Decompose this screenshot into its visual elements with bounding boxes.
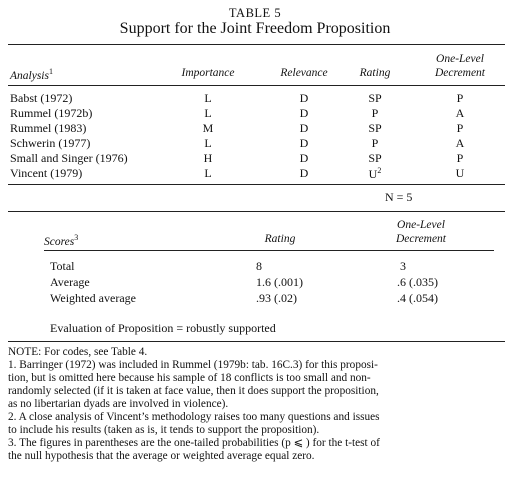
score-decrement: .6 (.035) [397, 275, 438, 289]
score-rating: 8 [256, 259, 262, 273]
row-decrement: P [456, 91, 464, 105]
row-rating: SP [368, 121, 382, 135]
row-analysis: Schwerin (1977) [10, 136, 91, 150]
col-decrement-header-line1: One-Level [436, 53, 484, 65]
row-importance: L [204, 106, 212, 120]
row-importance: L [204, 136, 212, 150]
top-rule [8, 44, 505, 45]
row-importance: H [203, 151, 213, 165]
scores-rating-header: Rating [264, 233, 296, 245]
row-analysis: Small and Singer (1976) [10, 151, 128, 165]
row-decrement: P [456, 121, 464, 135]
scores-top-rule [8, 211, 505, 212]
bottom-rule [8, 341, 505, 342]
col-importance-header: Importance [181, 67, 235, 79]
row-rating: SP [368, 151, 382, 165]
score-label: Weighted average [50, 291, 136, 305]
row-rating: P [371, 106, 379, 120]
col-rating-header: Rating [359, 67, 391, 79]
note-codes: NOTE: For codes, see Table 4. [8, 346, 148, 358]
score-decrement: 3 [400, 259, 406, 273]
row-relevance: D [299, 106, 309, 120]
row-rating: P [371, 136, 379, 150]
footnote-1: randomly selected (if it is taken at face value, then it does support the proposition, [8, 385, 379, 397]
footnote-2: 2. A close analysis of Vincent’s methodology raises too many questions and issues [8, 411, 380, 423]
table-title: Support for the Joint Freedom Proposition [119, 20, 391, 37]
row-analysis: Rummel (1983) [10, 121, 87, 135]
scores-header: Scores$^3$ [44, 233, 79, 248]
footnote-1: 1. Barringer (1972) was included in Rummel (1979b: tab. 16C.3) for this proposi- [8, 359, 378, 371]
score-rating: .93 (.02) [256, 291, 297, 305]
n-label: N = 5 [385, 190, 413, 204]
row-decrement: A [455, 106, 465, 120]
scores-decrement-header-line1: One-Level [397, 219, 445, 231]
row-decrement: U [455, 166, 465, 180]
row-decrement: P [456, 151, 464, 165]
col-decrement-header-line2: Decrement [434, 67, 486, 79]
footnote-3: the null hypothesis that the average or weighted average equal zero. [8, 450, 315, 462]
row-relevance: D [299, 121, 309, 135]
row-relevance: D [299, 91, 309, 105]
table-label: TABLE 5 [228, 6, 282, 20]
evaluation-line: Evaluation of Proposition = robustly supported [50, 321, 276, 335]
row-relevance: D [299, 136, 309, 150]
row-importance: L [204, 166, 212, 180]
row-rating: $U^2$ [368, 166, 382, 181]
score-decrement: .4 (.054) [397, 291, 438, 305]
row-analysis: Rummel (1972b) [10, 106, 93, 120]
score-label: Total [50, 259, 75, 273]
footnote-1: as no libertarian dyads are involved in violence). [8, 398, 229, 410]
footnote-1: tion, but is omitted here because his sample of 18 conflicts is too small and non- [8, 372, 371, 384]
header-rule [8, 85, 505, 86]
row-relevance: D [299, 166, 309, 180]
col-analysis-header: Analysis$^1$ [10, 67, 53, 82]
col-relevance-header: Relevance [280, 67, 328, 79]
row-analysis: Vincent (1979) [10, 166, 83, 180]
footnote-2: to include his results (taken as is, it tends to support the proposition). [8, 424, 320, 436]
row-decrement: A [455, 136, 465, 150]
row-analysis: Babst (1972) [10, 91, 73, 105]
row-importance: L [204, 91, 212, 105]
footnote-3: 3. The figures in parentheses are the one-tailed probabilities (p ⩽ ) for the t-test of [8, 437, 380, 449]
scores-decrement-header-line2: Decrement [395, 233, 447, 245]
body-rule [8, 184, 505, 185]
scores-header-rule [44, 250, 494, 251]
row-importance: M [202, 121, 214, 135]
row-relevance: D [299, 151, 309, 165]
score-rating: 1.6 (.001) [256, 275, 303, 289]
score-label: Average [50, 275, 90, 289]
row-rating: SP [368, 91, 382, 105]
